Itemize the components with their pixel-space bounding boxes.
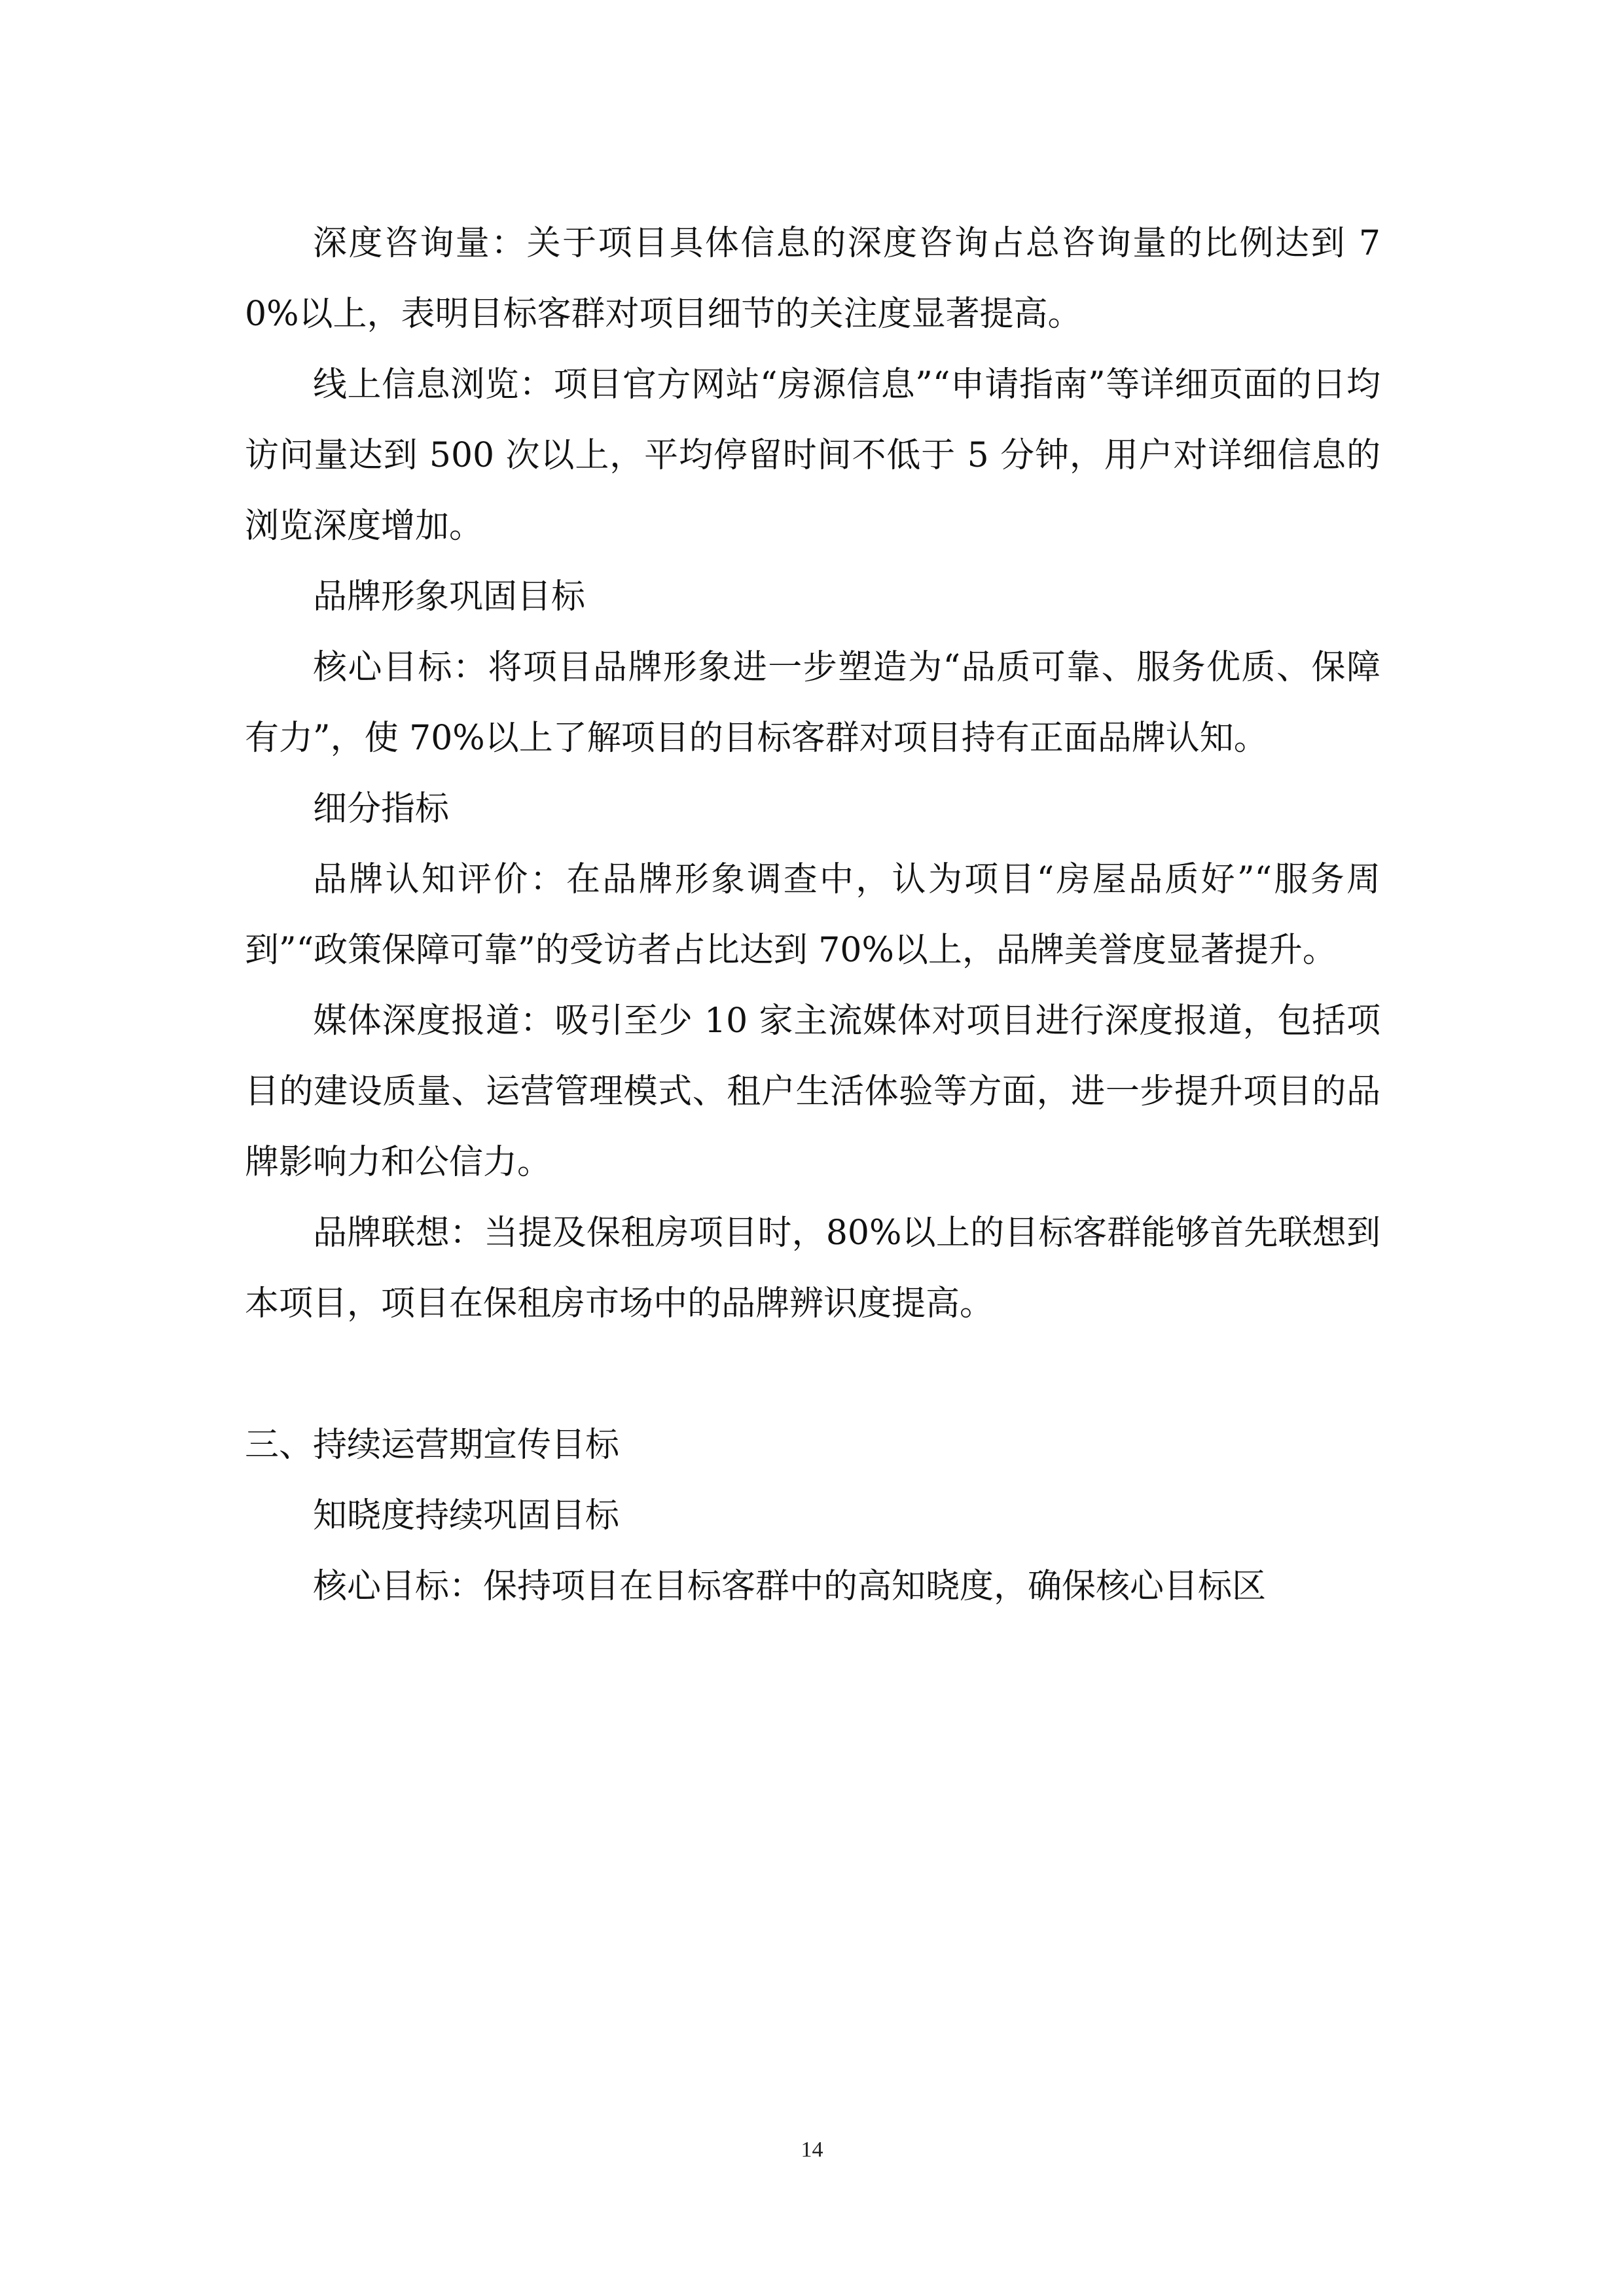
paragraph-awareness-core-goal: 核心目标：保持项目在目标客群中的高知晓度，确保核心目标区 (313, 1567, 1267, 1606)
paragraph-brand-core-goal: 核心目标：将项目品牌形象进一步塑造为“品质可靠、服务优质、保障有力”，使 70%以上了解项目的目标客群对项目持有正面品牌认知。 (245, 648, 1380, 758)
paragraph-online-browsing: 线上信息浏览：项目官方网站“房源信息”“申请指南”等详细页面的日均访问量达到 500 次以上，平均停留时间不低于 5 分钟，用户对详细信息的浏览深度增加。 (245, 365, 1380, 546)
section-heading-continuous-operation: 三、持续运营期宣传目标 (245, 1426, 620, 1465)
page-number: 14 (801, 2138, 823, 2162)
subheading-sub-indicators: 细分指标 (313, 789, 450, 829)
document-body (245, 208, 1380, 1622)
subheading-brand-image-goal: 品牌形象巩固目标 (313, 577, 586, 617)
paragraph-brand-association: 品牌联想：当提及保租房项目时，80%以上的目标客群能够首先联想到本项目，项目在保租房市场中的品牌辨识度提高。 (245, 1213, 1380, 1323)
paragraph-media-coverage: 媒体深度报道：吸引至少 10 家主流媒体对项目进行深度报道，包括项目的建设质量、运营管理模式、租户生活体验等方面，进一步提升项目的品牌影响力和公信力。 (245, 1001, 1380, 1182)
paragraph-deep-consultation: 深度咨询量：关于项目具体信息的深度咨询占总咨询量的比例达到 70%以上，表明目标客群对项目细节的关注度显著提高。 (245, 224, 1380, 334)
subheading-awareness-goal: 知晓度持续巩固目标 (313, 1496, 620, 1535)
paragraph-brand-evaluation: 品牌认知评价：在品牌形象调查中，认为项目“房屋品质好”“服务周到”“政策保障可靠”的受访者占比达到 70%以上，品牌美誉度显著提升。 (245, 860, 1380, 970)
